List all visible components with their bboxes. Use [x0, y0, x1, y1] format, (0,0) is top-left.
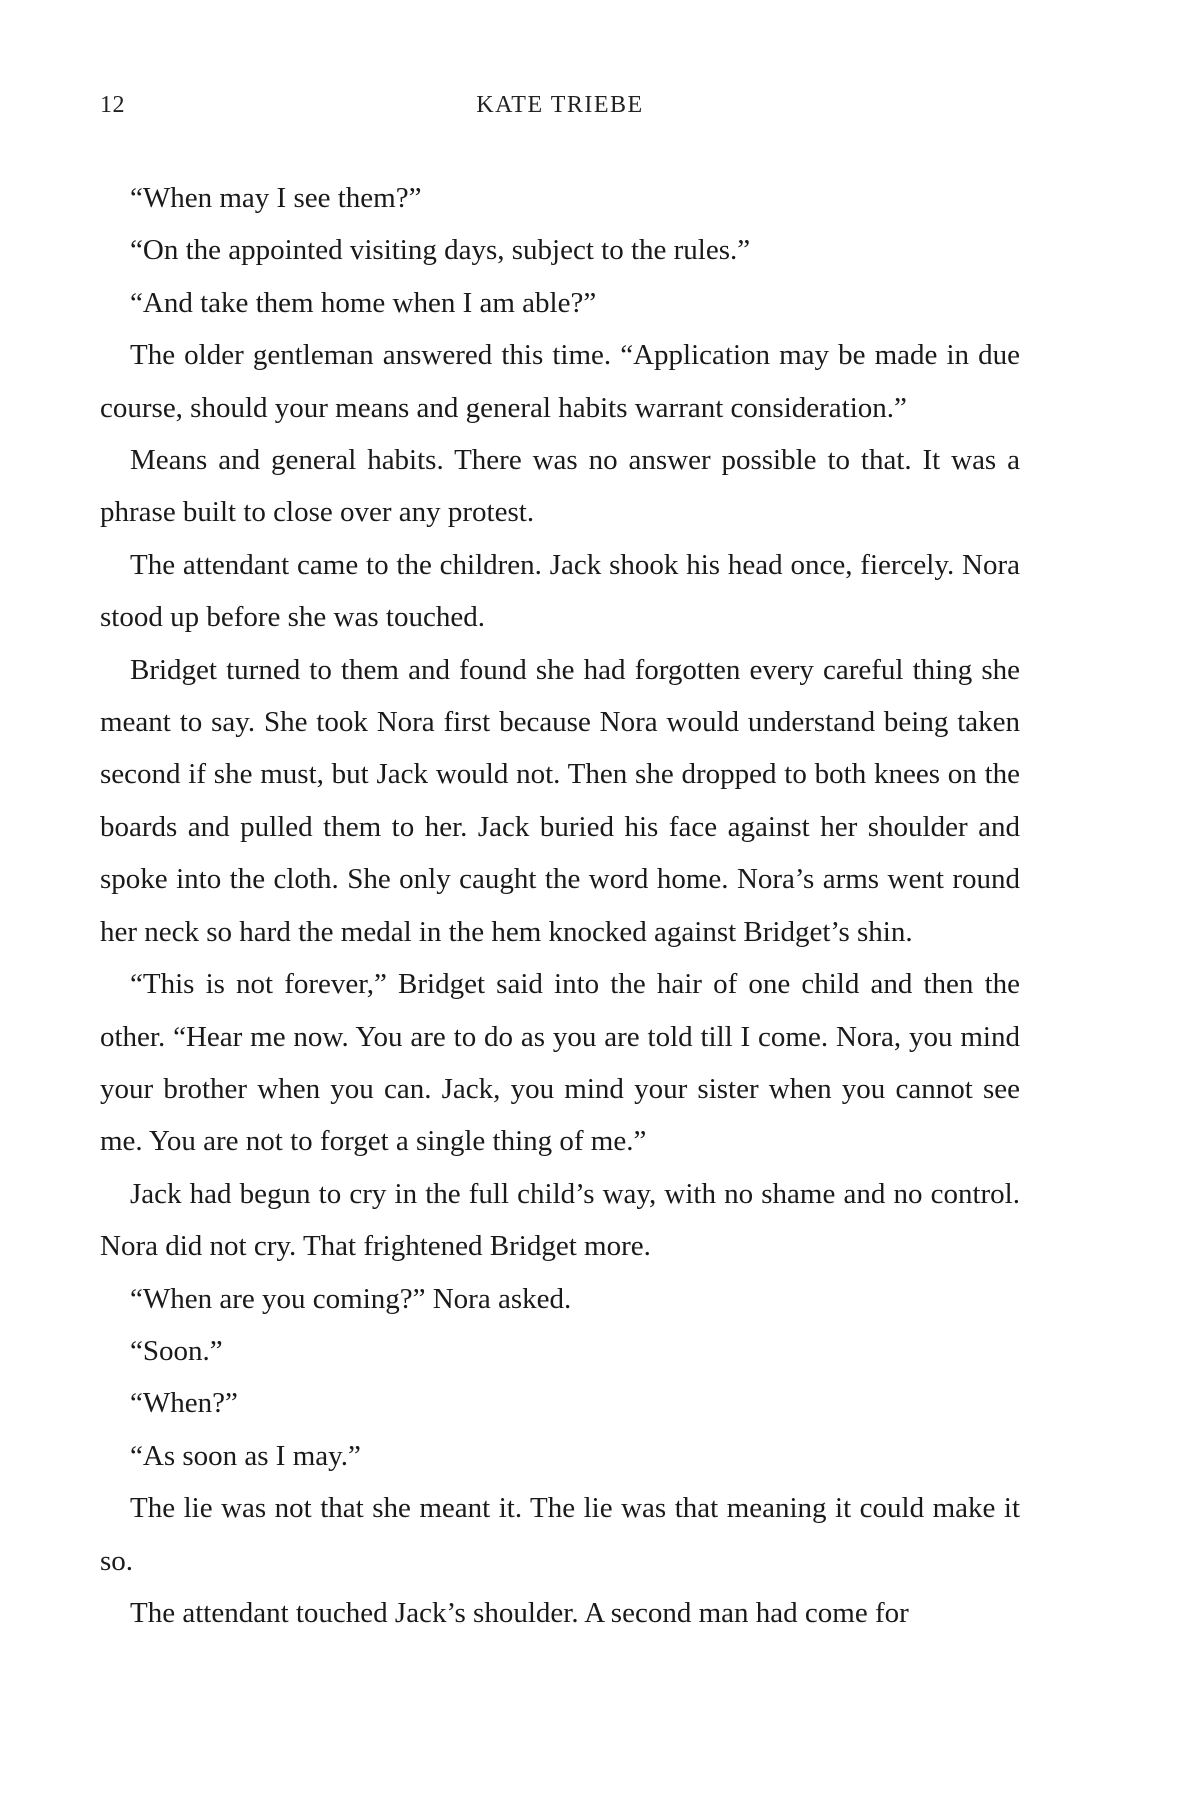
paragraph: The attendant touched Jack’s shoulder. A second man had come for: [130, 1596, 909, 1629]
paragraph: “When may I see them?”: [130, 182, 422, 214]
running-head-author: KATE TRIEBE: [476, 92, 644, 118]
paragraph: Jack had begun to cry in the full child’s way, with no shame and no control. Nora did not cry. That frightened Bridget more.: [100, 1177, 1020, 1263]
body-text: [100, 172, 1020, 1639]
paragraph: “This is not forever,” Bridget said into the hair of one child and then the other. “Hear me now. You are to do as you are told till I come. Nora, you mind your brother when you can. Jack, you mind your sister when you cannot see me. You are not to forget a single thing of me.”: [100, 968, 1020, 1158]
paragraph: “Soon.”: [130, 1334, 223, 1367]
paragraph: The lie was not that she meant it. The lie was that meaning it could make it so.: [100, 1492, 1020, 1577]
paragraph: “And take them home when I am able?”: [130, 286, 597, 319]
paragraph: “When?”: [130, 1387, 238, 1420]
paragraph: Means and general habits. There was no answer possible to that. It was a phrase built to close over any protest.: [100, 444, 1020, 529]
paragraph: “When are you coming?” Nora asked.: [130, 1282, 572, 1315]
paragraph: The attendant came to the children. Jack shook his head once, fiercely. Nora stood up before she was touched.: [100, 548, 1020, 634]
paragraph: “As soon as I may.”: [130, 1439, 361, 1472]
page-number: 12: [100, 92, 125, 118]
paragraph: The older gentleman answered this time. “Application may be made in due course, should your means and general habits warrant consideration.”: [100, 339, 1020, 424]
paragraph: “On the appointed visiting days, subject to the rules.”: [130, 234, 751, 267]
running-head: [100, 92, 1020, 122]
paragraph: Bridget turned to them and found she had forgotten every careful thing she meant to say. She took Nora first because Nora would understand being taken second if she must, but Jack would not. Then she dropped to both knees on the boards and pulled them to her. Jack buried his face against her shoulder and spoke into the cloth. She only caught the word home. Nora’s arms went round her neck so hard the medal in the hem knocked against Bridget’s shin.: [100, 653, 1020, 948]
